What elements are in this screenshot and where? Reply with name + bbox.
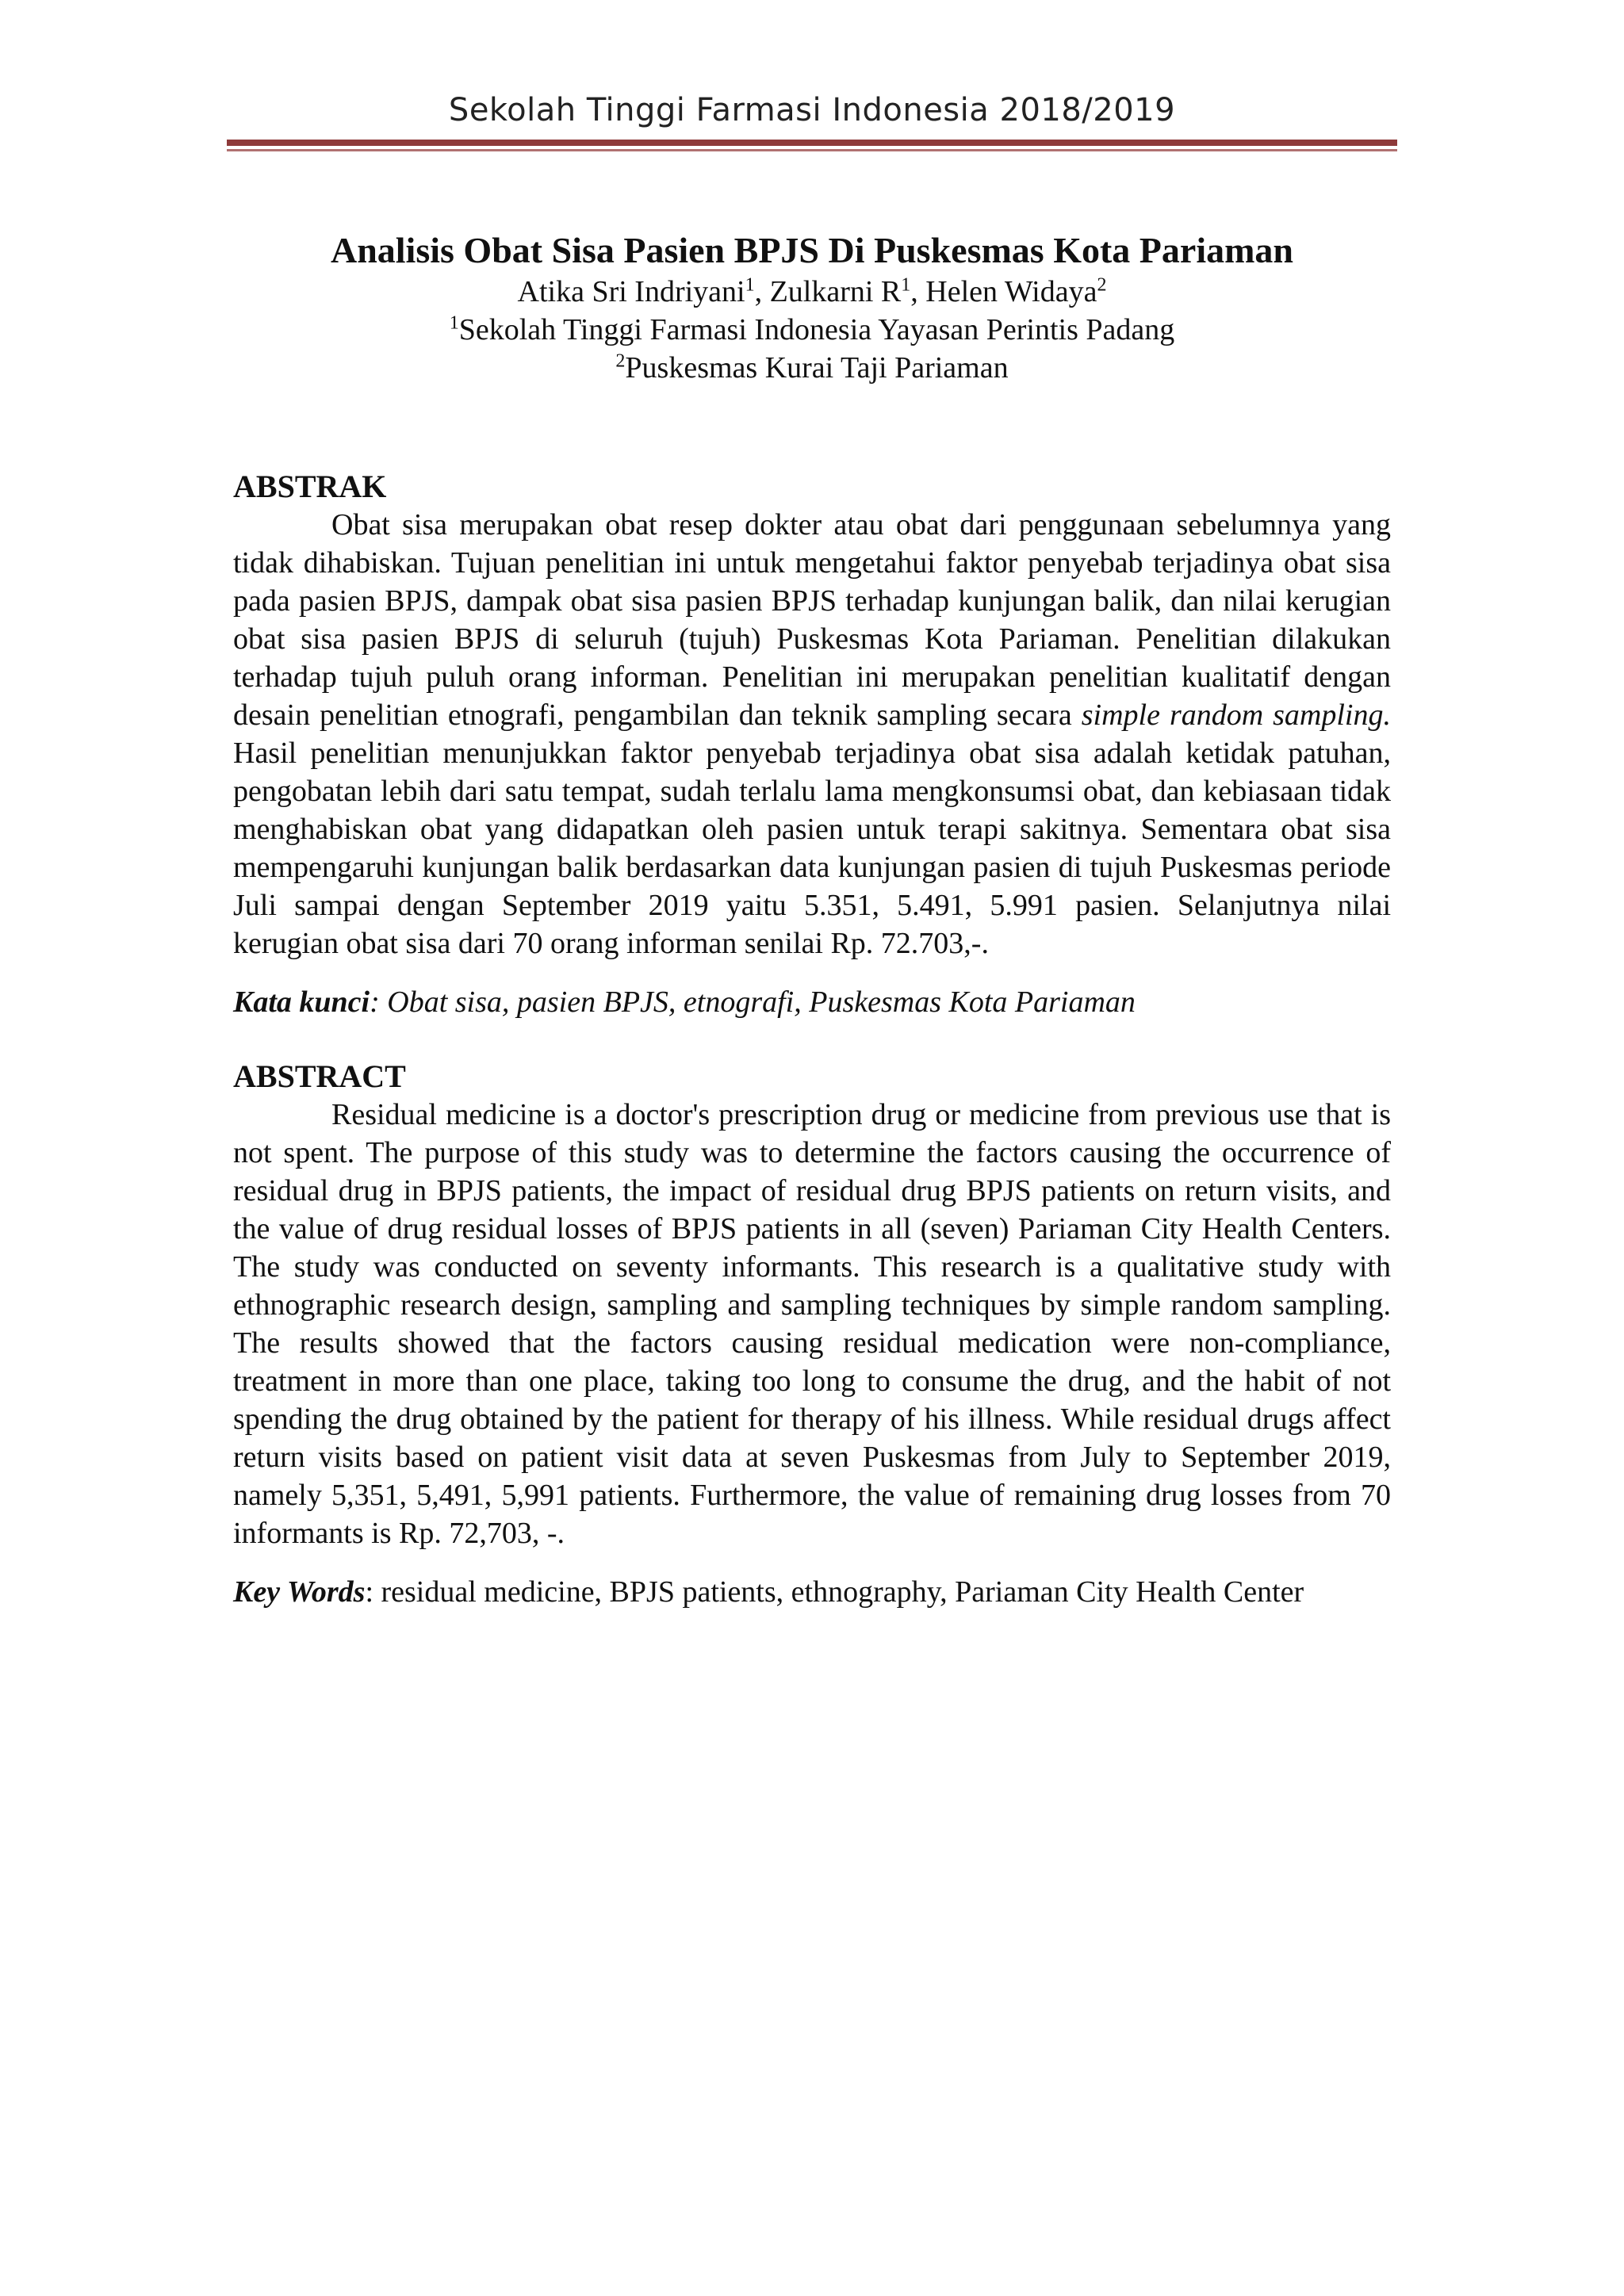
- key-words-text: residual medicine, BPJS patients, ethnography, Pariaman City Health Center: [381, 1575, 1304, 1609]
- kata-kunci-text: : Obat sisa, pasien BPJS, etnografi, Puskesmas Kota Pariaman: [370, 985, 1136, 1019]
- affiliation-mark: 2: [615, 350, 626, 372]
- author-name: Helen Widaya: [925, 275, 1097, 308]
- key-words-colon: :: [365, 1575, 381, 1609]
- abstract-paragraph: Residual medicine is a doctor's prescription drug or medicine from previous use that is not spent. The purpose of this study was to determine the factors causing the occurrence of residual drug in BPJS patients, the impact of residual drug BPJS patients on return visits, and the value of drug residual losses of BPJS patients in all (seven) Pariaman City Health Centers. The study was conducted on seventy informants. This research is a qualitative study with ethnographic research design, sampling and sampling techniques by simple random sampling. The results showed that the factors causing residual medication were non-compliance, treatment in more than one place, taking too long to consume the drug, and the habit of not spending the drug obtained by the patient for therapy of his illness. While residual drugs affect return visits based on patient visit data at seven Puskesmas from July to September 2019, namely 5,351, 5,491, 5,991 patients. Furthermore, the value of remaining drug losses from 70 informants is Rp. 72,703, -.: [233, 1098, 1391, 1550]
- kata-kunci: [233, 983, 1391, 1021]
- page-content: [233, 228, 1391, 1611]
- author-affiliation-mark: 1: [745, 274, 755, 296]
- author-name: Atika Sri Indriyani: [517, 275, 745, 308]
- abstrak-heading: ABSTRAK: [233, 469, 387, 504]
- affiliation-line: [233, 349, 1391, 387]
- affiliation-mark: 1: [449, 312, 459, 334]
- author-line: [233, 273, 1391, 311]
- title-block: [233, 228, 1391, 387]
- abstrak-text: Obat sisa merupakan obat resep dokter atau obat dari penggunaan sebelumnya yang tidak dihabiskan. Tujuan penelitian ini untuk mengetahui faktor penyebab terjadinya obat sisa pada pasien BPJS, dampak obat sisa pasien BPJS terhadap kunjungan balik, dan nilai kerugian obat sisa pasien BPJS di seluruh (tujuh) Puskesmas Kota Pariaman. Penelitian dilakukan terhadap tujuh puluh orang informan. Penelitian ini merupakan penelitian kualitatif dengan desain penelitian etnografi, pengambilan dan teknik sampling secara: [233, 508, 1391, 732]
- key-words-label: Key Words: [233, 1575, 366, 1609]
- paper-title: Analisis Obat Sisa Pasien BPJS Di Puskesmas Kota Pariaman: [330, 230, 1294, 270]
- author-name: Zulkarni R: [769, 275, 902, 308]
- header-rule: [227, 140, 1397, 146]
- author-separator: ,: [910, 275, 926, 308]
- abstrak-text-continued: Hasil penelitian menunjukkan faktor penyebab terjadinya obat sisa adalah ketidak patuhan, pengobatan lebih dari satu tempat, sudah terlalu lama mengkonsumsi obat, dan kebiasaan tidak menghabiskan obat yang didapatkan oleh pasien untuk terapi sakitnya. Sementara obat sisa mempengaruhi kunjungan balik berdasarkan data kunjungan pasien di tujuh Puskesmas periode Juli sampai dengan September 2019 yaitu 5.351, 5.491, 5.991 pasien. Selanjutnya nilai kerugian obat sisa dari 70 orang informan senilai Rp. 72.703,-.: [233, 737, 1391, 960]
- kata-kunci-label: Kata kunci: [233, 985, 370, 1019]
- affiliation-text: Sekolah Tinggi Farmasi Indonesia Yayasan Perintis Padang: [458, 313, 1175, 346]
- author-affiliation-mark: 1: [901, 274, 911, 296]
- header-rule-thin: [227, 149, 1397, 151]
- key-words: [233, 1573, 1391, 1611]
- affiliation-line: [233, 311, 1391, 349]
- abstract-heading: ABSTRACT: [233, 1058, 406, 1094]
- affiliation-text: Puskesmas Kurai Taji Pariaman: [625, 351, 1009, 385]
- abstrak-paragraph: [233, 506, 1391, 962]
- abstrak-italic-term: simple random sampling.: [1081, 698, 1391, 732]
- author-separator: ,: [754, 275, 770, 308]
- running-header: Sekolah Tinggi Farmasi Indonesia 2018/2019: [448, 92, 1176, 128]
- author-affiliation-mark: 2: [1097, 274, 1107, 296]
